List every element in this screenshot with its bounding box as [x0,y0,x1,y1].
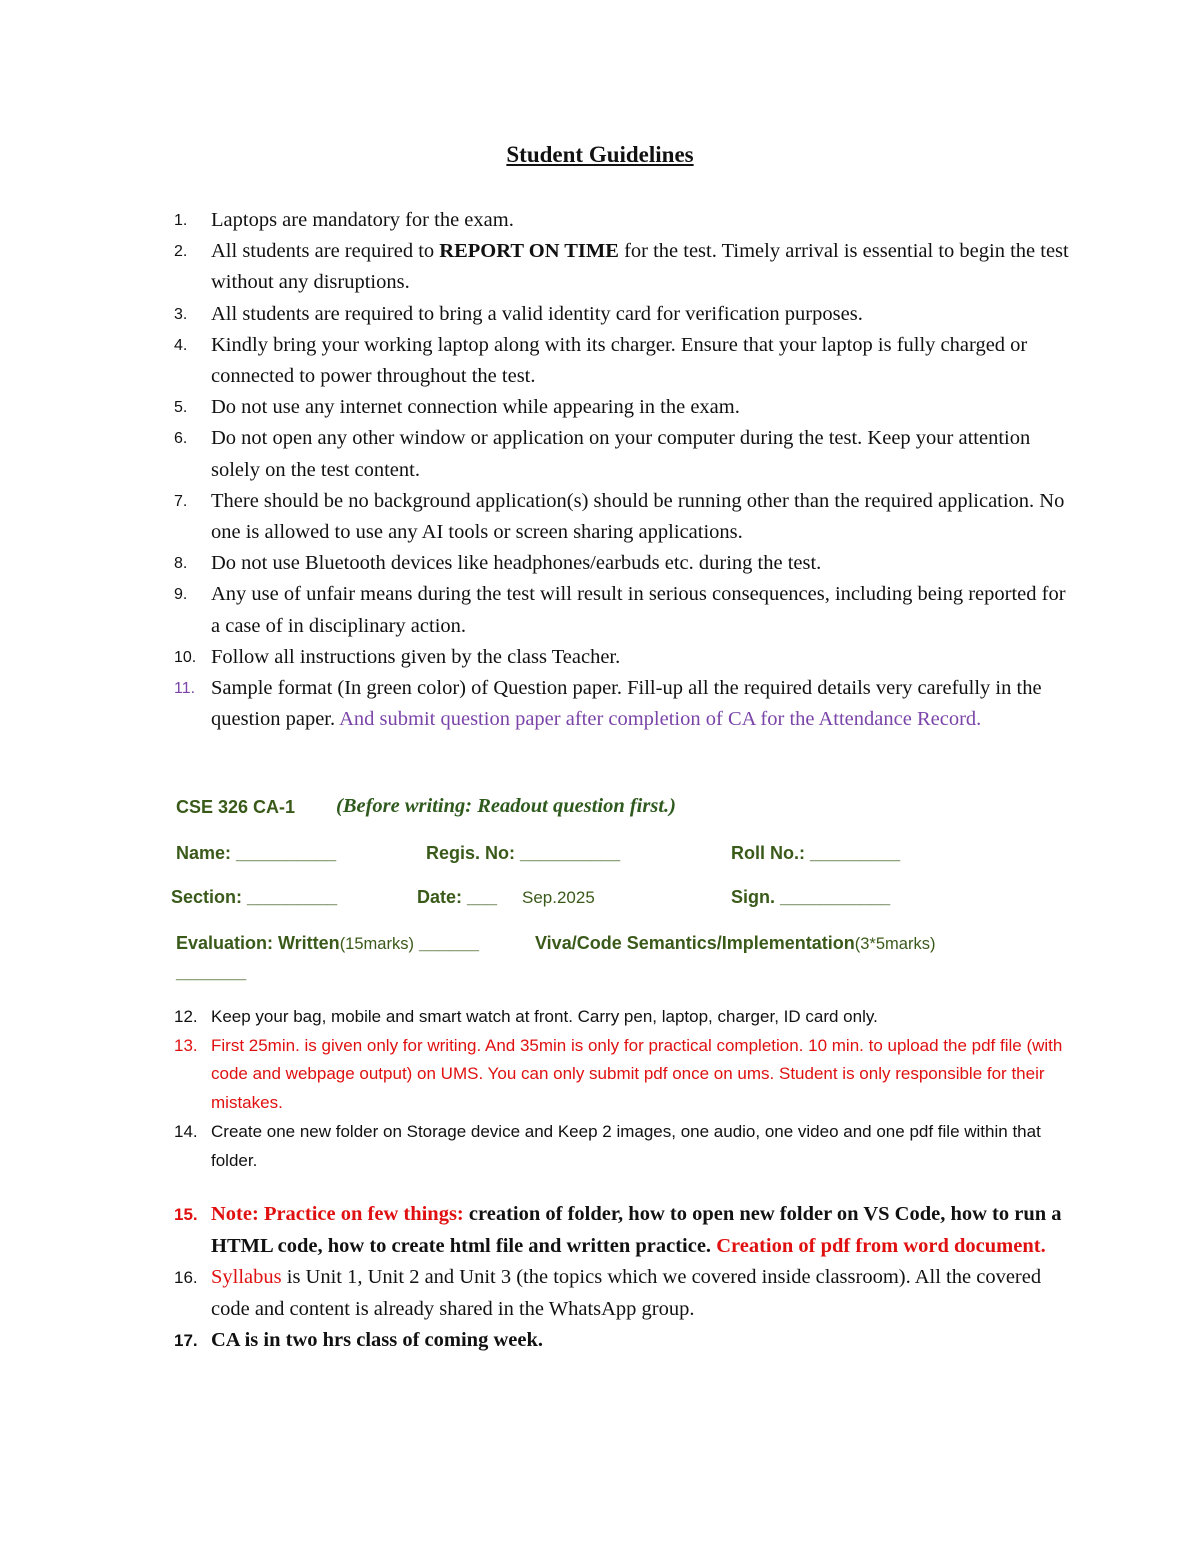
item-number: 16. [174,1268,198,1287]
list-item: 14. Create one new folder on Storage device and Keep 2 images, one audio, one video and one pdf file within that folder. [174,1118,1074,1175]
list-item: 6. Do not open any other window or application on your computer during the test. Keep your attention solely on the test content. [174,423,1074,485]
date-value: Sep.2025 [522,888,595,907]
list-item: 13. First 25min. is given only for writing. And 35min is only for practical completion. 10 min. to upload the pdf file (with code and webpage output) on UMS. You can only submit pdf once on ums. Student is only responsible for their mistakes. [174,1032,1074,1118]
rollno-field: Roll No.: _________ [731,843,901,863]
date-field: Date: ___ [417,887,498,907]
instructions-list [174,1003,1074,1175]
item-number: 1. [174,212,188,229]
attendance-note: And submit question paper after completion of CA for the Attendance Record. [339,708,982,731]
item-number: 6. [174,430,188,448]
list-item: 11. Sample format (In green color) of Question paper. Fill-up all the required details very carefully in the question paper. And submit question paper after completion of CA for the Attendance Record. [174,673,1074,735]
list-item: 12. Keep your bag, mobile and smart watch at front. Carry pen, laptop, charger, ID card only. [174,1003,1074,1032]
sign-field: Sign. ___________ [731,887,891,907]
item-number: 2. [174,243,188,261]
list-item: 8. Do not use Bluetooth devices like headphones/earbuds etc. during the test. [174,548,1074,579]
item-number: 11. [174,680,196,698]
item-number: 13. [174,1035,198,1055]
list-item: 7. There should be no background application(s) should be running other than the required application. No one is allowed to use any AI tools or screen sharing applications. [174,486,1074,548]
list-item: 3. All students are required to bring a valid identity card for verification purposes. [174,299,1074,330]
item-number: 5. [174,399,188,417]
guidelines-list [174,205,1074,735]
list-item: 16. Syllabus is Unit 1, Unit 2 and Unit 3 (the topics which we covered inside classroom). All the covered code and content is already shared in the WhatsApp group. [174,1262,1074,1325]
syllabus-label: Syllabus [211,1266,282,1288]
list-item: 1. Laptops are mandatory for the exam. [174,205,1074,236]
item-number: 10. [174,648,197,666]
evaluation-viva-blank: _______ [176,962,247,982]
evaluation-written: Evaluation: Written(15marks) ______ [176,933,480,953]
list-item: 5. Do not use any internet connection while appearing in the exam. [174,392,1074,423]
notes-list [174,1199,1074,1357]
section-field: Section: _________ [171,887,338,907]
item-number: 15. [174,1205,198,1224]
item-number: 12. [174,1007,198,1026]
list-item: 10. Follow all instructions given by the class Teacher. [174,642,1074,673]
item-number: 7. [174,492,188,510]
regno-field: Regis. No: __________ [426,843,621,863]
item-number: 9. [174,586,188,604]
course-code: CSE 326 CA-1 [176,797,296,817]
list-item: 17. CA is in two hrs class of coming week. [174,1325,1074,1357]
name-field: Name: __________ [176,843,337,863]
list-item: 4. Kindly bring your working laptop along with its charger. Ensure that your laptop is fully charged or connected to power throughout the test. [174,330,1074,392]
report-on-time-emphasis: REPORT ON TIME [439,240,619,263]
item-number: 4. [174,336,188,354]
page-title: Student Guidelines [506,142,694,167]
evaluation-viva: Viva/Code Semantics/Implementation(3*5marks) [535,933,936,953]
list-item: 15. Note: Practice on few things: creation of folder, how to open new folder on VS Code, how to run a HTML code, how to create html file and written practice. Creation of pdf from word document. [174,1199,1074,1262]
read-question-note: (Before writing: Readout question first.) [336,795,676,817]
item-number: 3. [174,305,188,323]
list-item: 9. Any use of unfair means during the test will result in serious consequences, including being reported for a case of in disciplinary action. [174,579,1074,641]
list-item: 2. All students are required to REPORT ON TIME for the test. Timely arrival is essential to begin the test without any disruptions. [174,236,1074,298]
item-number: 8. [174,555,188,573]
item-number: 17. [174,1331,198,1350]
item-number: 14. [174,1121,198,1141]
